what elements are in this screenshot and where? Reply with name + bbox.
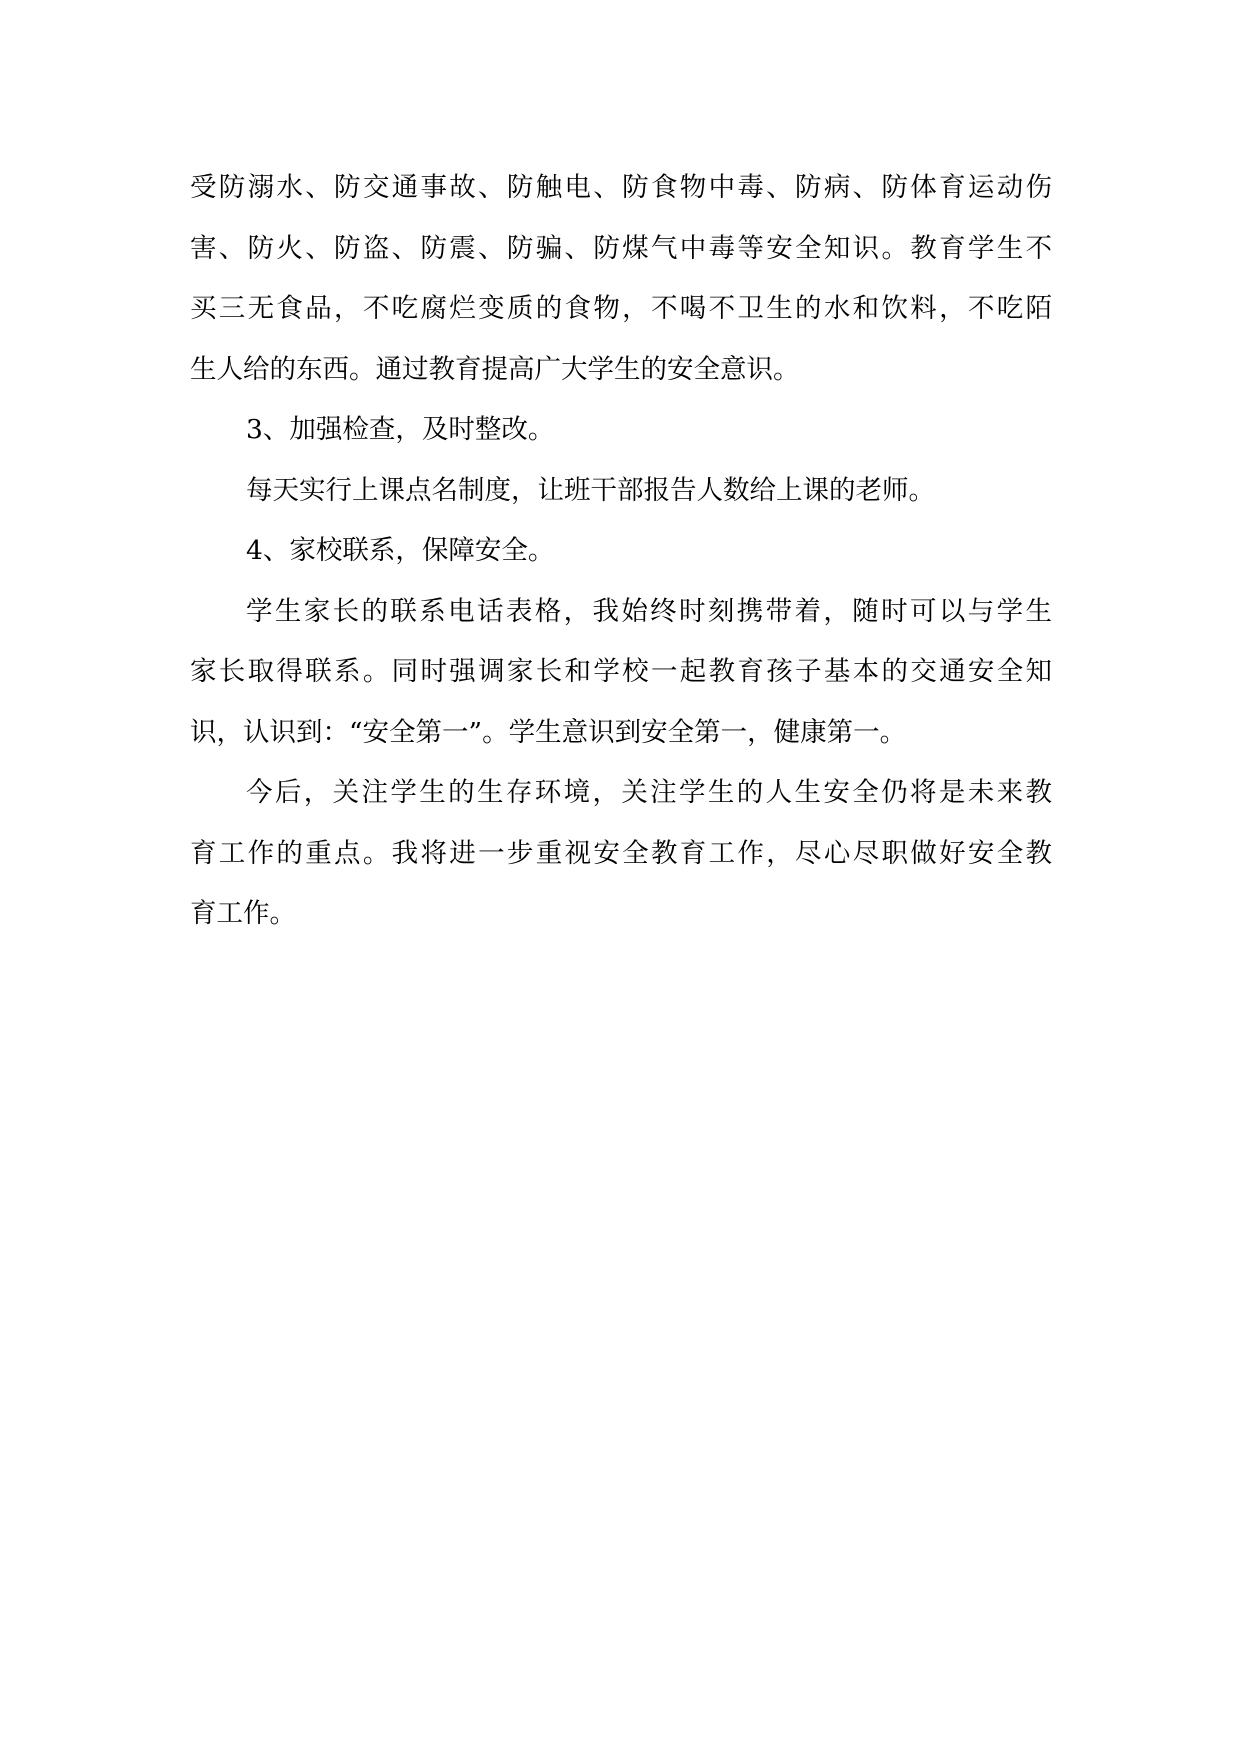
paragraph-line: 学生家长的联系电话表格，我始终时刻携带着，随时可以与学生 [246,595,1052,627]
document-body [190,158,1052,945]
paragraph-line: 害、防火、防盗、防震、防骗、防煤气中毒等安全知识。教育学生不 [190,232,1052,264]
paragraph-line: 每天实行上课点名制度，让班干部报告人数给上课的老师。 [246,474,935,506]
paragraph-line: 买三无食品，不吃腐烂变质的食物，不喝不卫生的水和饮料，不吃陌 [190,293,1052,324]
paragraph-line: 家长取得联系。同时强调家长和学校一起教育孩子基本的交通安全知 [190,656,1052,687]
section-heading: 3、加强检查，及时整改。 [246,414,555,445]
paragraph-line: 受防溺水、防交通事故、防触电、防食物中毒、防病、防体育运动伤 [190,172,1052,203]
section-heading: 4、家校联系，保障安全。 [246,535,555,566]
paragraph-line: 育工作的重点。我将进一步重视安全教育工作，尽心尽职做好安全教 [190,837,1052,869]
paragraph-line: 今后，关注学生的生存环境，关注学生的人生安全仍将是未来教 [246,777,1052,808]
paragraph-line: 育工作。 [190,898,296,929]
paragraph-line: 识，认识到：“安全第一”。学生意识到安全第一，健康第一。 [190,716,907,748]
paragraph-line: 生人给的东西。通过教育提高广大学生的安全意识。 [190,353,800,385]
